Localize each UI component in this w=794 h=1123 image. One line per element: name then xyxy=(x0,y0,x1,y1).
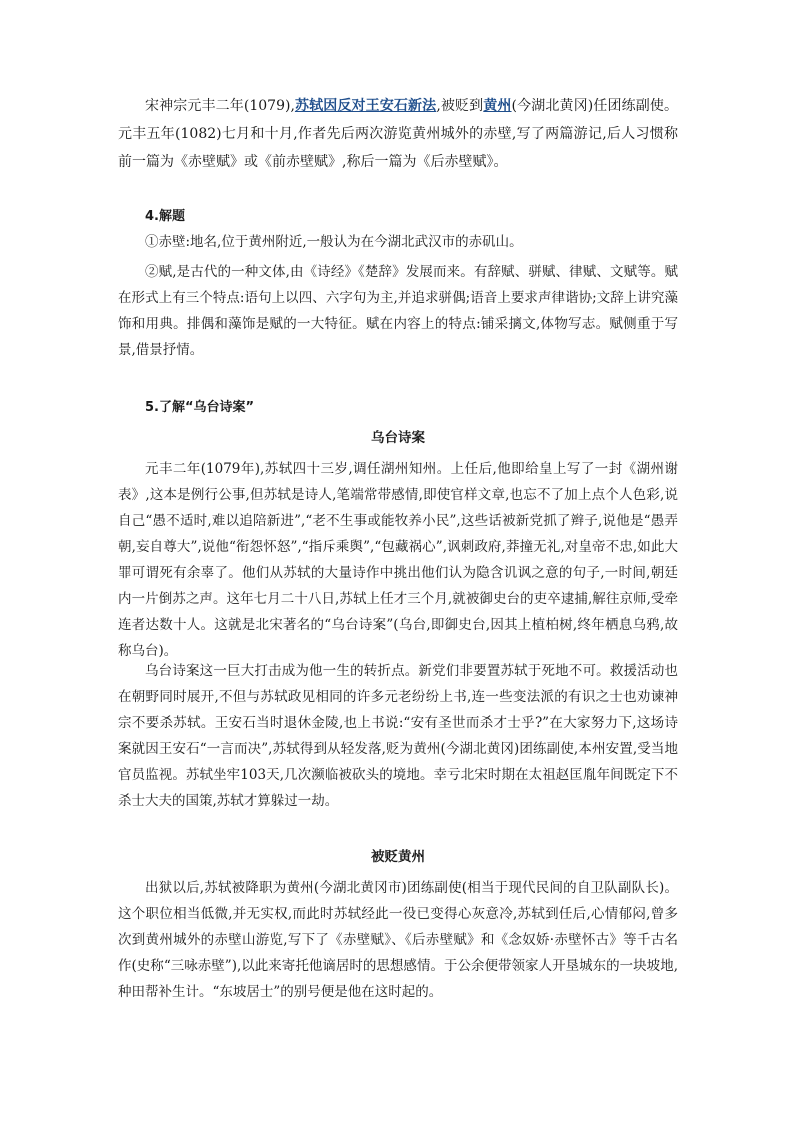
section-4-item-2: ②赋,是古代的一种文体,由《诗经》《楚辞》发展而来。有辞赋、骈赋、律赋、文赋等。赋在形式上有三个特点:语句上以四、六字句为主,并追求骈偶;语音上要求声律谐协;文辞上讲究藻饰和用典。排偶和藻饰是赋的一大特征。赋在内容上的特点:铺采摛文,体物写志。赋侧重于写景,借景抒情。 xyxy=(118,264,678,358)
subtitle-wutai-poetry-case: 乌台诗案 xyxy=(371,430,425,446)
paragraph-huangzhou: 出狱以后,苏轼被降职为黄州(今湖北黄冈市)团练副使(相当于现代民间的自卫队副队长)。这个职位相当低微,并无实权,而此时苏轼经此一役已变得心灰意冷,苏轼到任后,心情郁闷,曾多次到黄州城外的赤壁山游览,写下了《赤壁赋》、《后赤壁赋》和《念奴娇·赤壁怀古》等千古名作(史称“三咏赤壁”),以此来寄托他谪居时的思想感情。于公余便带领家人开垦城东的一块坡地,种田帮补生计。“东坡居士”的别号便是他在这时起的。 xyxy=(118,880,678,1000)
section-heading-5: 5.了解“乌台诗案” xyxy=(145,400,255,415)
link-huangzhou[interactable]: 黄州 xyxy=(483,98,512,114)
intro-text-3: (今湖北黄冈)任团练副使。元丰五年(1082)七月和十月,作者先后两次游览黄州城外的赤壁,写了两篇游记,后人习惯称前一篇为《赤壁赋》或《前赤壁赋》,称后一篇为《后赤壁赋》。 xyxy=(118,98,679,170)
paragraph-wutai-2: 乌台诗案这一巨大打击成为他一生的转折点。新党们非要置苏轼于死地不可。救援活动也在朝野同时展开,不但与苏轼政见相同的许多元老纷纷上书,连一些变法派的有识之士也劝谏神宗不要杀苏轼。王安石当时退休金陵,也上书说:“安有圣世而杀才士乎?”在大家努力下,这场诗案就因王安石“一言而决”,苏轼得到从轻发落,贬为黄州(今湖北黄冈)团练副使,本州安置,受当地官员监视。苏轼坐牢103天,几次濒临被砍头的境地。幸亏北宋时期在太祖赵匡胤年间既定下不杀士大夫的国策,苏轼才算躲过一劫。 xyxy=(118,663,678,809)
intro-text-2: ,被贬到 xyxy=(436,98,484,114)
intro-text-1: 宋神宗元丰二年(1079), xyxy=(145,98,295,114)
intro-paragraph xyxy=(118,92,678,176)
section-4-item-1: ①赤壁:地名,位于黄州附近,一般认为在今湖北武汉市的赤矶山。 xyxy=(145,234,523,250)
section-heading-4: 4.解题 xyxy=(145,209,185,224)
paragraph-wutai-1: 元丰二年(1079年),苏轼四十三岁,调任湖州知州。上任后,他即给皇上写了一封《湖州谢表》,这本是例行公事,但苏轼是诗人,笔端常带感情,即使官样文章,也忘不了加上点个人色彩,说自己“愚不适时,难以追陪新进”,“老不生事或能牧养小民”,这些话被新党抓了辫子,说他是“愚弄朝,妄自尊大”,说他“衔怨怀怒”,“指斥乘舆”,“包藏祸心”,讽刺政府,莽撞无礼,对皇帝不忠,如此大罪可谓死有余辜了。他们从苏轼的大量诗作中挑出他们认为隐含讥讽之意的句子,一时间,朝廷内一片倒苏之声。这年七月二十八日,苏轼上任才三个月,就被御史台的吏卒逮捕,解往京师,受牵连者达数十人。这就是北宋著名的“乌台诗案”(乌台,即御史台,因其上植柏树,终年栖息乌鸦,故称乌台)。 xyxy=(118,461,678,659)
subtitle-exiled-huangzhou: 被贬黄州 xyxy=(371,849,425,865)
link-su-shi-opposed-reform[interactable]: 苏轼因反对王安石新法 xyxy=(294,98,437,114)
